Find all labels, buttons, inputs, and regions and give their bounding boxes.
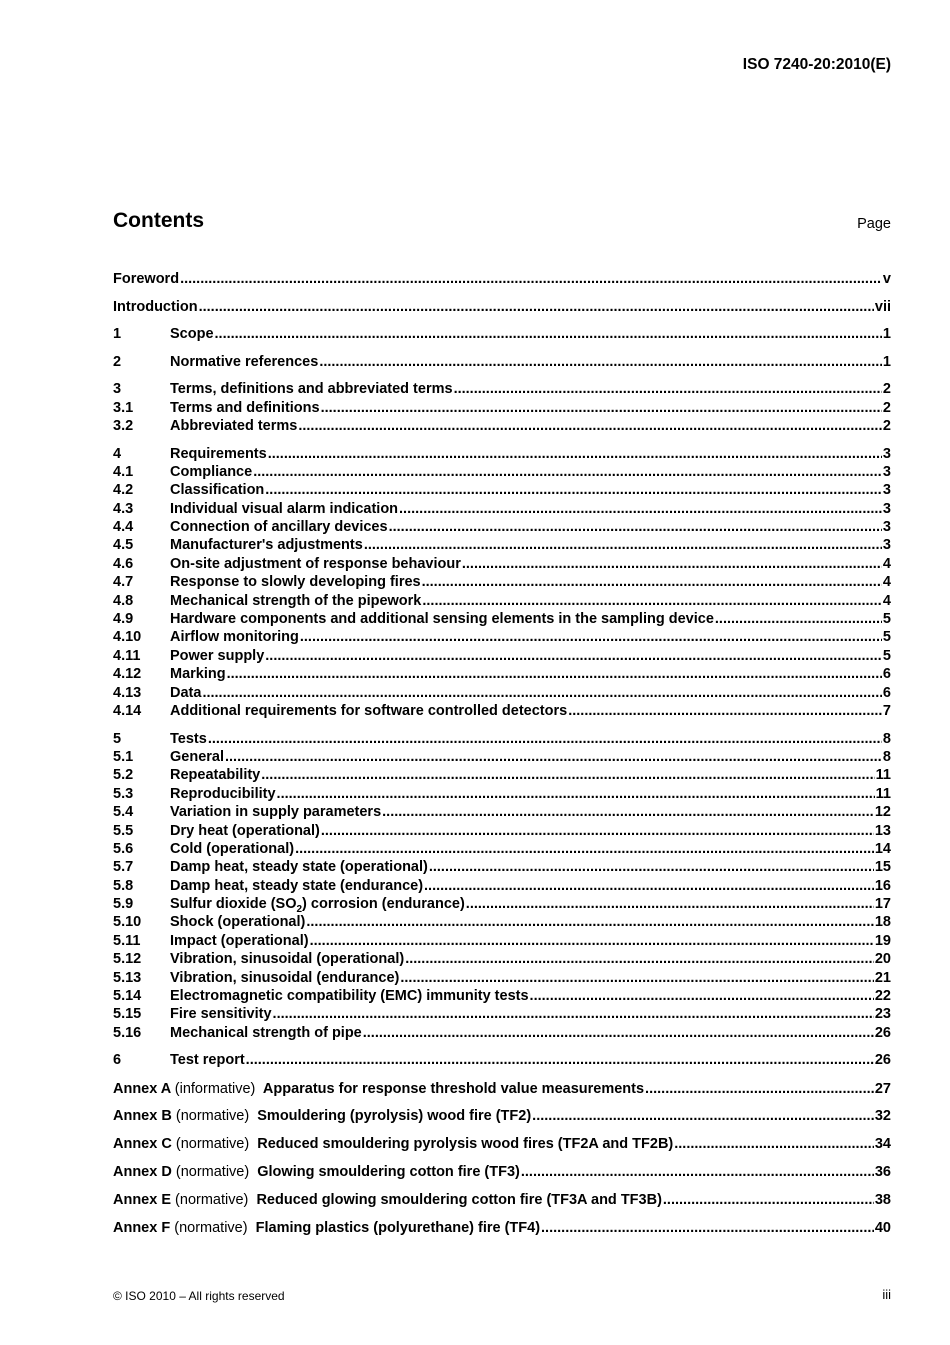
toc-entry-title: Data xyxy=(170,684,202,701)
toc-leader-dots xyxy=(227,665,882,683)
toc-entry[interactable] xyxy=(113,877,891,895)
toc-entry-number: 5.9 xyxy=(113,896,134,913)
toc-entry-page: 3 xyxy=(882,537,891,554)
toc-entry-title xyxy=(170,895,465,913)
toc-entry-page: 32 xyxy=(874,1108,891,1125)
toc-entry-number: 4 xyxy=(113,445,122,462)
toc-entry-number: 4.9 xyxy=(113,611,134,628)
toc-entry-title: Scope xyxy=(170,326,214,342)
annex-label: Annex C xyxy=(113,1136,172,1153)
toc-leader-dots xyxy=(530,987,874,1005)
toc-entry-page: 22 xyxy=(874,988,891,1005)
toc-entry-title: Impact (operational) xyxy=(170,932,309,949)
annex-type: (normative) xyxy=(175,1108,250,1125)
page-number: iii xyxy=(882,1287,891,1302)
toc-entry-number: 5.13 xyxy=(113,969,142,986)
toc-entry-number: 4.14 xyxy=(113,702,142,719)
toc-leader-dots xyxy=(277,785,875,803)
toc-entry[interactable] xyxy=(113,1005,891,1023)
toc-entry-title: Repeatability xyxy=(170,767,261,784)
toc-entry-number: 5.16 xyxy=(113,1024,142,1041)
toc-entry[interactable] xyxy=(113,380,891,398)
annex-title: Reduced glowing smouldering cotton fire (TF3A and TF3B) xyxy=(256,1191,662,1208)
annex-label: Annex F xyxy=(113,1219,171,1236)
toc-entry-page: 18 xyxy=(874,914,891,931)
toc-entry-title: Additional requirements for software controlled detectors xyxy=(170,702,568,719)
toc-entry-foreword[interactable] xyxy=(113,270,891,288)
toc-entry-page: 11 xyxy=(875,767,891,784)
toc-entry[interactable] xyxy=(113,500,891,518)
toc-entry-title: Classification xyxy=(170,482,265,499)
toc-entry-number: 4.6 xyxy=(113,555,134,572)
toc-entry-page: 2 xyxy=(882,417,891,434)
toc-entry-number: 5.2 xyxy=(113,767,134,784)
toc-entry[interactable] xyxy=(113,463,891,481)
toc-entry-page: 38 xyxy=(874,1191,891,1208)
toc-entry[interactable] xyxy=(113,610,891,628)
toc-entry-page: 3 xyxy=(882,482,891,499)
toc-leader-dots xyxy=(399,500,882,518)
annex-type: (normative) xyxy=(175,1136,250,1153)
toc-entry-page: 36 xyxy=(874,1163,891,1180)
toc-entry[interactable] xyxy=(113,399,891,417)
toc-entry-page: 17 xyxy=(874,896,891,913)
toc-entry-number: 4.5 xyxy=(113,537,134,554)
toc-entry-title: Requirements xyxy=(170,445,267,462)
toc-entry-title: Normative references xyxy=(170,353,319,370)
toc-entry-number: 5.14 xyxy=(113,988,142,1005)
annex-type: (normative) xyxy=(174,1219,248,1236)
toc-entry[interactable] xyxy=(113,840,891,858)
annex-type: (informative) xyxy=(174,1080,256,1097)
toc-entry[interactable] xyxy=(113,536,891,554)
toc-entry-page: 1 xyxy=(882,326,891,342)
toc-entry-title: Electromagnetic compatibility (EMC) immunity tests xyxy=(170,988,529,1005)
toc-entry-page: 4 xyxy=(882,555,891,572)
toc-entry-page: 23 xyxy=(874,1006,891,1023)
toc-entry-page: 11 xyxy=(875,785,891,802)
toc-leader-dots xyxy=(215,325,882,343)
toc-entry[interactable] xyxy=(113,730,891,748)
toc-entry-page: 6 xyxy=(882,684,891,701)
toc-entry-number: 5.3 xyxy=(113,785,134,802)
toc-entry-title: Abbreviated terms xyxy=(170,417,298,434)
toc-entry[interactable] xyxy=(113,573,891,591)
annex-title: Reduced smouldering pyrolysis wood fires (TF2A and TF2B) xyxy=(257,1136,674,1153)
toc-entry-page: v xyxy=(882,271,891,287)
document-identifier: ISO 7240-20:2010(E) xyxy=(742,56,891,73)
toc-annex-entry[interactable] xyxy=(113,1107,891,1125)
toc-leader-dots xyxy=(319,353,882,371)
toc-entry[interactable] xyxy=(113,555,891,573)
toc-entry-title: Compliance xyxy=(170,463,253,480)
toc-entry[interactable] xyxy=(113,748,891,766)
toc-entry-title: On-site adjustment of response behaviour xyxy=(170,555,461,572)
toc-leader-dots xyxy=(273,1005,874,1023)
toc-entry-page: vii xyxy=(874,298,891,315)
toc-entry[interactable] xyxy=(113,803,891,821)
toc-entry-number: 5.5 xyxy=(113,822,134,839)
toc-entry-page: 19 xyxy=(874,932,891,949)
toc-entry-page: 34 xyxy=(874,1136,891,1153)
toc-entry[interactable] xyxy=(113,445,891,463)
toc-entry-title: Marking xyxy=(170,666,226,683)
toc-entry[interactable] xyxy=(113,785,891,803)
toc-annex-heading xyxy=(113,1080,644,1098)
toc-entry-title: Variation in supply parameters xyxy=(170,804,382,821)
annex-title: Apparatus for response threshold value measurements xyxy=(262,1080,645,1097)
annex-title: Glowing smouldering cotton fire (TF3) xyxy=(257,1163,520,1180)
toc-annex-heading xyxy=(113,1107,531,1125)
toc-entry-number: 4.2 xyxy=(113,482,134,499)
toc-entry-title: Power supply xyxy=(170,647,265,664)
toc-leader-dots xyxy=(265,647,882,665)
toc-entry[interactable] xyxy=(113,913,891,931)
toc-entry-page: 5 xyxy=(882,647,891,664)
toc-entry-title: Reproducibility xyxy=(170,785,276,802)
toc-entry[interactable] xyxy=(113,665,891,683)
toc-leader-dots xyxy=(261,766,874,784)
toc-annex-entry[interactable] xyxy=(113,1080,891,1098)
toc-entry-number: 5.11 xyxy=(113,932,141,949)
toc-leader-dots xyxy=(225,748,882,766)
toc-leader-dots xyxy=(429,858,874,876)
toc-entry-number: 3.1 xyxy=(113,399,134,416)
toc-leader-dots xyxy=(310,932,874,950)
toc-entry-page: 5 xyxy=(882,629,891,646)
toc-entry[interactable] xyxy=(113,987,891,1005)
toc-leader-dots xyxy=(422,573,882,591)
toc-entry-title: Manufacturer's adjustments xyxy=(170,537,363,554)
annex-title: Smouldering (pyrolysis) wood fire (TF2) xyxy=(257,1108,532,1125)
toc-entry-number: 2 xyxy=(113,353,122,370)
toc-leader-dots xyxy=(253,463,882,481)
toc-entry-page: 2 xyxy=(882,399,891,416)
toc-entry-page: 7 xyxy=(882,702,891,719)
toc-entry[interactable] xyxy=(113,518,891,536)
toc-entry-number: 5.7 xyxy=(113,859,134,876)
toc-leader-dots xyxy=(321,399,882,417)
toc-leader-dots xyxy=(199,298,874,316)
toc-entry-title: Foreword xyxy=(113,271,180,287)
contents-heading: Contents xyxy=(113,209,204,232)
toc-entry-page: 3 xyxy=(882,500,891,517)
annex-title: Flaming plastics (polyurethane) fire (TF4) xyxy=(255,1219,541,1236)
toc-entry-page: 2 xyxy=(882,381,891,398)
toc-leader-dots xyxy=(400,969,874,987)
toc-entry[interactable] xyxy=(113,895,891,913)
toc-entry-page: 26 xyxy=(874,1024,891,1041)
toc-entry[interactable] xyxy=(113,353,891,371)
toc-leader-dots xyxy=(306,913,874,931)
toc-entry-page: 3 xyxy=(882,519,891,536)
toc-entry-page: 4 xyxy=(882,574,891,591)
toc-leader-dots xyxy=(645,1080,874,1098)
toc-leader-dots xyxy=(295,840,874,858)
toc-entry-title: Tests xyxy=(170,730,207,747)
toc-annex-entry[interactable] xyxy=(113,1191,891,1209)
toc-entry-number: 5.8 xyxy=(113,877,134,894)
toc-entry-page: 12 xyxy=(874,804,891,821)
toc-leader-dots xyxy=(202,684,881,702)
toc-leader-dots xyxy=(363,1024,874,1042)
annex-type: (normative) xyxy=(175,1191,249,1208)
toc-annex-entry[interactable] xyxy=(113,1135,891,1153)
toc-leader-dots xyxy=(466,895,874,913)
toc-leader-dots xyxy=(541,1219,874,1237)
toc-leader-dots xyxy=(298,417,882,435)
toc-title-part: Sulfur dioxide (SO xyxy=(170,896,297,913)
toc-sections xyxy=(113,325,891,1070)
toc-leader-dots xyxy=(424,877,874,895)
toc-entry[interactable] xyxy=(113,325,891,343)
toc-entry-title: Hardware components and additional sensing elements in the sampling device xyxy=(170,611,714,628)
toc-entry-page: 6 xyxy=(882,666,891,683)
toc-entry[interactable] xyxy=(113,628,891,646)
toc-entry-number: 5 xyxy=(113,730,122,747)
toc-entry-title: Test report xyxy=(170,1052,245,1069)
annex-type: (normative) xyxy=(175,1163,250,1180)
toc-entry-number: 5.15 xyxy=(113,1006,142,1023)
toc-leader-dots xyxy=(454,380,882,398)
toc-entry-title: Shock (operational) xyxy=(170,914,306,931)
toc-entry-title: Mechanical strength of the pipework xyxy=(170,592,422,609)
toc-entry[interactable] xyxy=(113,950,891,968)
toc-entry-title: Cold (operational) xyxy=(170,840,295,857)
toc-entry-title: Terms, definitions and abbreviated terms xyxy=(170,381,453,398)
toc-entry[interactable] xyxy=(113,417,891,435)
toc-entry[interactable] xyxy=(113,592,891,610)
toc-leader-dots xyxy=(422,592,882,610)
toc-entry[interactable] xyxy=(113,702,891,720)
toc-entry-page: 21 xyxy=(874,969,891,986)
toc-title-subscript: 2 xyxy=(296,903,303,914)
toc-entry-title: Fire sensitivity xyxy=(170,1006,272,1023)
toc-leader-dots xyxy=(321,822,874,840)
toc-entry-page: 3 xyxy=(882,463,891,480)
annex-label: Annex B xyxy=(113,1108,172,1125)
toc-leader-dots xyxy=(389,518,882,536)
toc-entry-title: Individual visual alarm indication xyxy=(170,500,399,517)
toc-entry-number: 4.1 xyxy=(113,463,134,480)
toc-annex-heading xyxy=(113,1135,673,1153)
toc-entry-number: 3.2 xyxy=(113,417,134,434)
toc-entry-number: 5.4 xyxy=(113,804,134,821)
toc-leader-dots xyxy=(674,1135,874,1153)
toc-leader-dots xyxy=(180,270,882,288)
toc-entry-title: Dry heat (operational) xyxy=(170,822,320,839)
toc-entry[interactable] xyxy=(113,932,891,950)
toc-entry-number: 5.10 xyxy=(113,914,142,931)
toc-entry-number: 6 xyxy=(113,1052,122,1069)
toc-annex-entry[interactable] xyxy=(113,1219,891,1237)
toc-entry[interactable] xyxy=(113,1024,891,1042)
toc-entry-page: 26 xyxy=(874,1052,891,1069)
toc-entry-title: Terms and definitions xyxy=(170,399,320,416)
toc-entry-page: 27 xyxy=(874,1080,891,1097)
toc-leader-dots xyxy=(246,1051,874,1069)
toc-entry-number: 4.11 xyxy=(113,647,141,664)
toc-entry-page: 13 xyxy=(874,822,891,839)
toc-entry-page: 14 xyxy=(874,840,891,857)
toc-entry-title: Vibration, sinusoidal (endurance) xyxy=(170,969,400,986)
toc-entry-page: 16 xyxy=(874,877,891,894)
toc-entry-page: 8 xyxy=(882,748,891,765)
toc-annex-heading xyxy=(113,1219,540,1237)
annex-label: Annex D xyxy=(113,1163,172,1180)
toc-entry-page: 1 xyxy=(882,353,891,370)
toc-entry-page: 40 xyxy=(874,1219,891,1236)
toc-entry[interactable] xyxy=(113,684,891,702)
toc-entry-number: 1 xyxy=(113,326,122,342)
toc-entry[interactable] xyxy=(113,858,891,876)
toc-entry-title: Damp heat, steady state (operational) xyxy=(170,859,428,876)
toc-entry[interactable] xyxy=(113,822,891,840)
toc-entry-title: General xyxy=(170,748,224,765)
toc-entry-page: 4 xyxy=(882,592,891,609)
toc-leader-dots xyxy=(462,555,882,573)
toc-leader-dots xyxy=(300,628,882,646)
toc-entry-number: 4.13 xyxy=(113,684,142,701)
toc-entry-title: Connection of ancillary devices xyxy=(170,519,388,536)
toc-entry[interactable] xyxy=(113,969,891,987)
copyright-notice: © ISO 2010 – All rights reserved xyxy=(113,1289,285,1303)
toc-entry-page: 20 xyxy=(874,951,891,968)
toc-leader-dots xyxy=(364,536,882,554)
toc-entry-page: 8 xyxy=(882,730,891,747)
toc-entry-number: 4.4 xyxy=(113,519,134,536)
toc-entry-number: 4.10 xyxy=(113,629,142,646)
toc-entry-title: Mechanical strength of pipe xyxy=(170,1024,362,1041)
toc-entry[interactable] xyxy=(113,647,891,665)
toc-leader-dots xyxy=(268,445,882,463)
toc-leader-dots xyxy=(405,950,874,968)
toc-entry-number: 5.6 xyxy=(113,840,134,857)
toc-entry-number: 5.1 xyxy=(113,748,134,765)
toc-annex-heading xyxy=(113,1191,662,1209)
toc-leader-dots xyxy=(265,481,882,499)
toc-entry-number: 4.7 xyxy=(113,574,134,591)
toc-entry-number: 4.8 xyxy=(113,592,134,609)
toc-entry-title: Airflow monitoring xyxy=(170,629,299,646)
annex-label: Annex E xyxy=(113,1191,172,1208)
toc-entry-page: 3 xyxy=(882,445,891,462)
toc-leader-dots xyxy=(663,1191,874,1209)
toc-entry-title: Vibration, sinusoidal (operational) xyxy=(170,951,405,968)
toc-entry-number: 3 xyxy=(113,381,122,398)
toc-entry-page: 5 xyxy=(882,611,891,628)
toc-title-part: ) corrosion (endurance) xyxy=(302,896,465,913)
toc-annex-heading xyxy=(113,1163,520,1181)
toc-entry-title: Introduction xyxy=(113,298,198,315)
toc-entry-number: 4.12 xyxy=(113,666,142,683)
toc-entry-title: Response to slowly developing fires xyxy=(170,574,421,591)
toc-entry-title: Damp heat, steady state (endurance) xyxy=(170,877,424,894)
toc-entry[interactable] xyxy=(113,766,891,784)
toc-leader-dots xyxy=(568,702,882,720)
toc-entry-introduction[interactable] xyxy=(113,298,891,316)
toc-leader-dots xyxy=(532,1107,874,1125)
toc-leader-dots xyxy=(521,1163,874,1181)
toc-entry-number: 5.12 xyxy=(113,951,142,968)
toc-entry[interactable] xyxy=(113,481,891,499)
toc-leader-dots xyxy=(208,730,882,748)
annex-label: Annex A xyxy=(113,1080,171,1097)
toc-leader-dots xyxy=(382,803,874,821)
toc-annex-entry[interactable] xyxy=(113,1163,891,1181)
page-column-label: Page xyxy=(857,216,891,232)
toc-annexes xyxy=(113,1080,891,1237)
toc-entry[interactable] xyxy=(113,1051,891,1069)
toc-leader-dots xyxy=(715,610,882,628)
toc-entry-page: 15 xyxy=(874,859,891,876)
toc-entry-number: 4.3 xyxy=(113,500,134,517)
table-of-contents xyxy=(113,270,891,1237)
